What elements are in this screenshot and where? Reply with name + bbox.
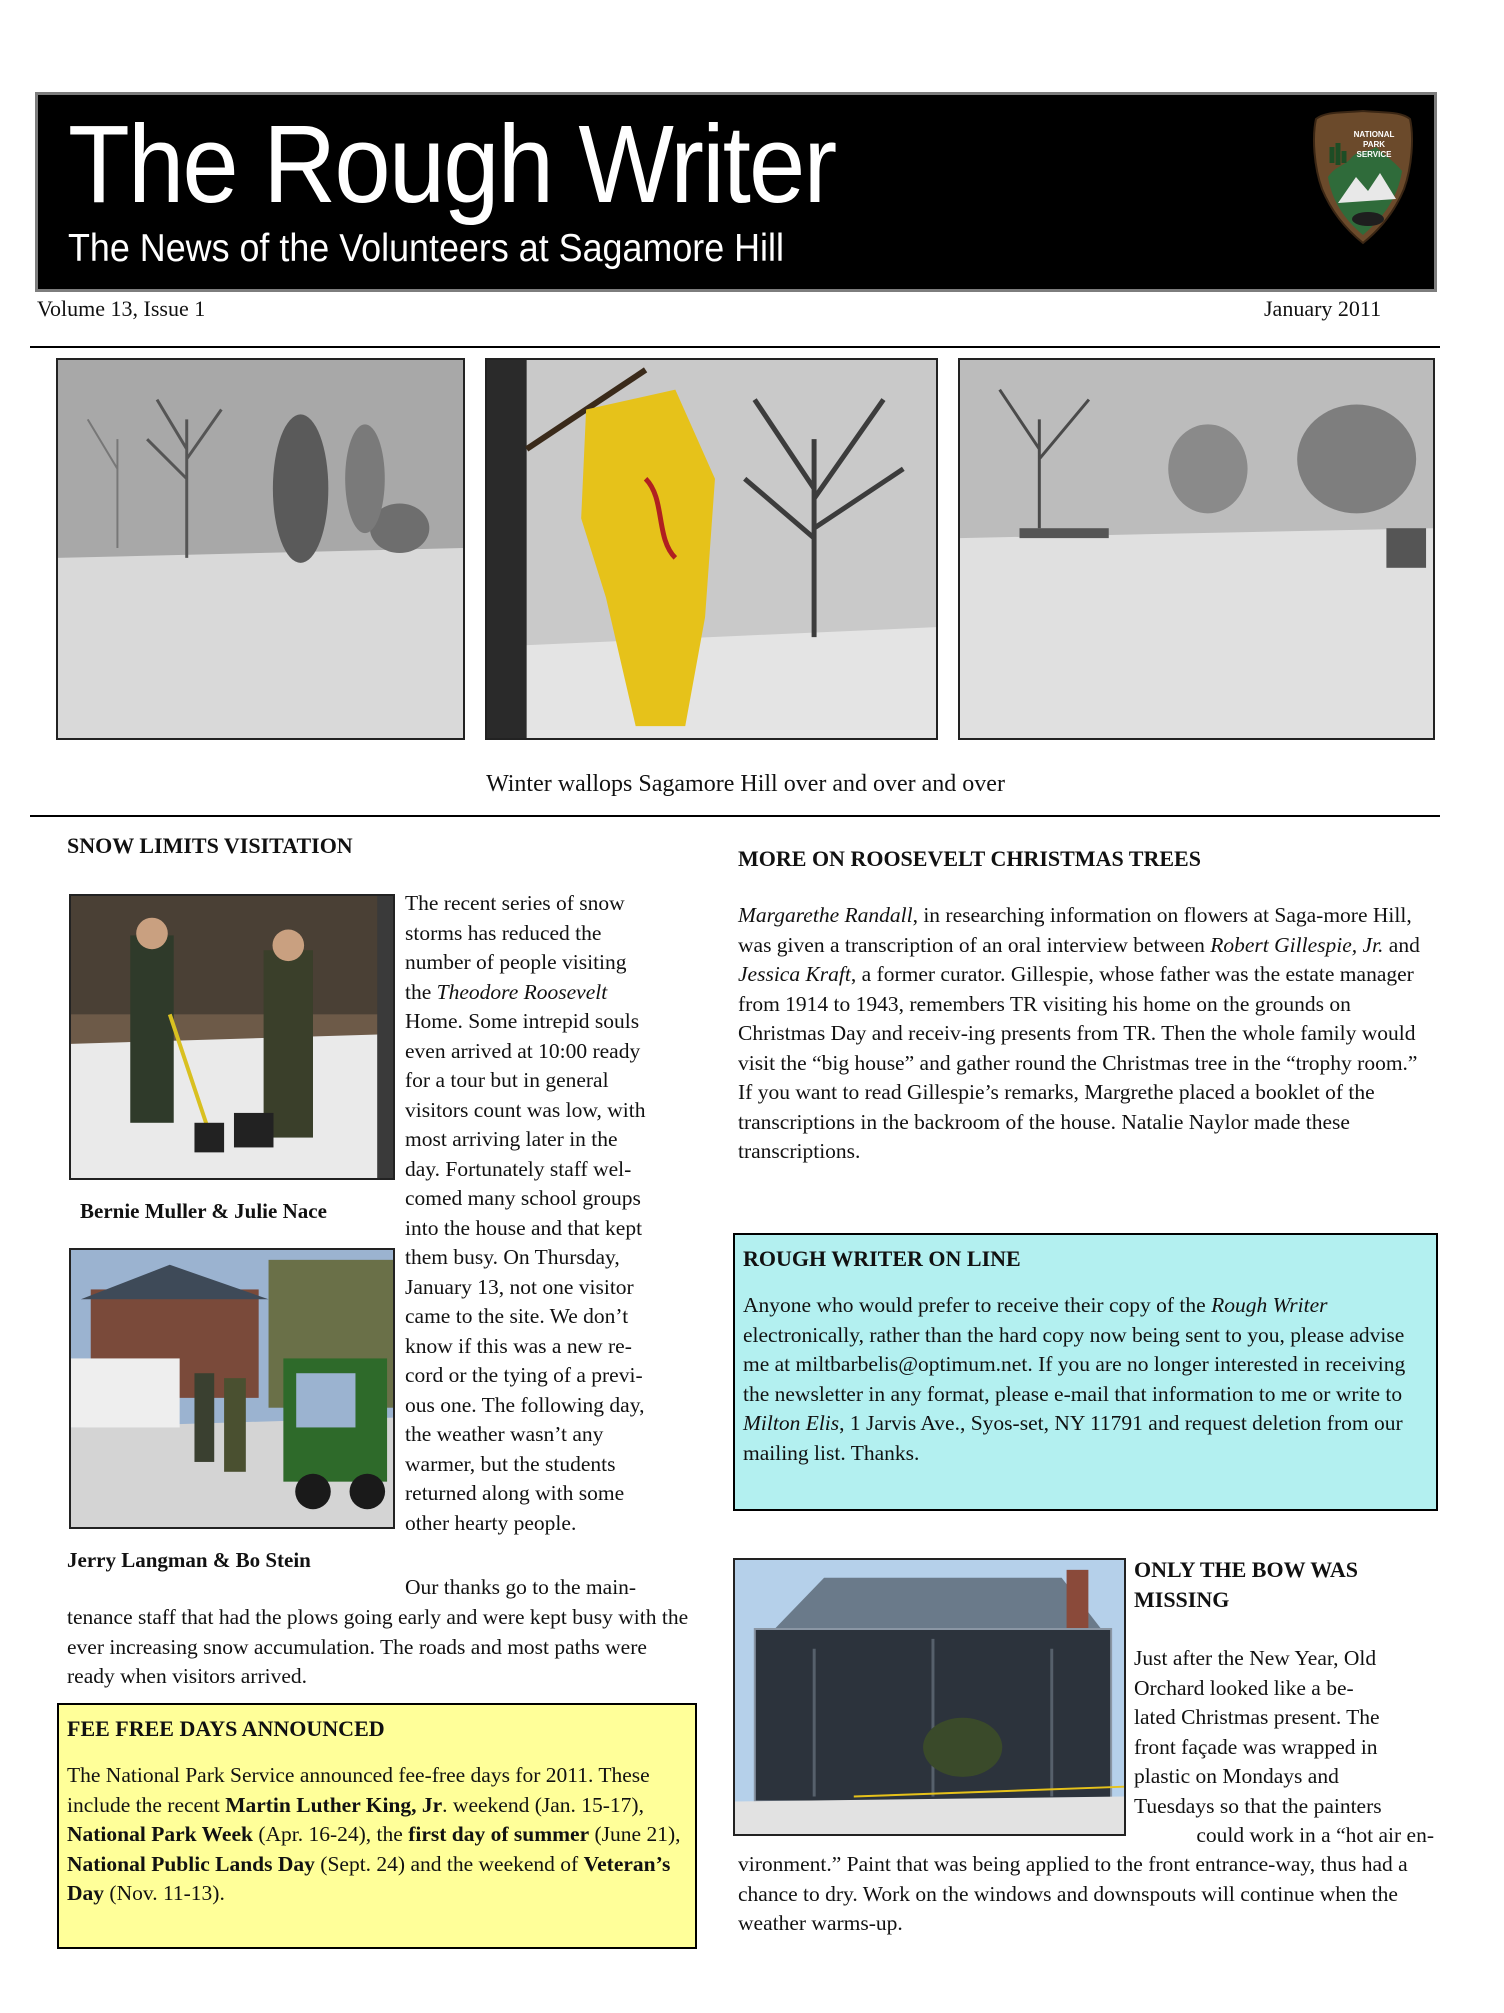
snow-line: them busy. On Thursday,: [405, 1245, 620, 1269]
fee-text: (June 21),: [589, 1822, 681, 1846]
fee-lands-day: National Public Lands Day: [67, 1851, 315, 1876]
fee-free-body: [67, 1761, 687, 1909]
bow-heading-line-2: MISSING: [1134, 1587, 1230, 1612]
fee-summer: first day of summer: [408, 1822, 590, 1846]
fee-veterans-day: Veteran’s Day: [67, 1851, 671, 1905]
theodore-roosevelt-italic: Theodore Roosevelt: [436, 979, 608, 1004]
snow-line: the weather wasn’t any: [405, 1422, 604, 1446]
trees-text: and: [1383, 932, 1420, 957]
caption-jerry-bo: Jerry Langman & Bo Stein: [67, 1548, 311, 1572]
snow-line: January 13, not one visitor: [405, 1274, 634, 1299]
snow-article-heading: SNOW LIMITS VISITATION: [67, 833, 353, 858]
name-kraft: Jessica Kraft: [738, 962, 851, 986]
fee-free-heading: FEE FREE DAYS ANNOUNCED: [67, 1716, 385, 1741]
snow-line: storms has reduced the: [405, 920, 602, 945]
fee-text: The National Park Service announced fee-free days for 2011. These include the recent: [67, 1763, 650, 1817]
snow-line: Home. Some intrepid souls: [405, 1009, 640, 1033]
trees-text: , in researching information on flowers at Saga-more Hill, was given a transcription of an oral interview between: [738, 903, 1412, 957]
snow-thanks-first: Our thanks go to the main-: [405, 1575, 637, 1599]
online-text: , 1 Jarvis Ave., Syos-set, NY 11791 and request deletion from our mailing list. Thanks.: [743, 1411, 1403, 1465]
fee-text: . weekend (Jan. 15-17),: [442, 1792, 644, 1817]
photo-jerry-bo: [69, 1248, 395, 1529]
snow-line: returned along with some: [405, 1481, 625, 1505]
snow-line: number of people visiting: [405, 950, 627, 974]
photo-old-orchard-wrapped: [733, 1558, 1126, 1836]
snow-line: know if this was a new re-: [405, 1333, 632, 1358]
snow-line-the: the: [405, 979, 437, 1004]
logo-text-2: PARK: [1362, 140, 1386, 149]
snow-article-body: [405, 889, 695, 1538]
bow-line: plastic on Mondays and: [1134, 1764, 1339, 1788]
newsletter-title: The Rough Writer: [68, 103, 836, 226]
snow-line: for a tour but in general: [405, 1068, 609, 1092]
name-gillespie: Robert Gillespie, Jr.: [1210, 932, 1384, 957]
snow-line: cord or the tying of a previ-: [405, 1363, 643, 1387]
online-body: [743, 1291, 1428, 1468]
fee-text: (Apr. 16-24), the: [252, 1822, 409, 1846]
snow-photo-field: [958, 358, 1435, 740]
rough-writer-italic: Rough Writer: [1211, 1293, 1328, 1317]
divider-top: [30, 346, 1440, 348]
logo-text-1: NATIONAL: [1353, 130, 1395, 139]
snow-thanks-rest: tenance staff that had the plows going early and were kept busy with the ever increasing snow accumulation. The roads and most paths were ready when visitors arrived.: [67, 1605, 689, 1688]
bow-line: front façade was wrapped in: [1134, 1734, 1378, 1759]
masthead: [35, 92, 1437, 292]
caption-bernie-julie: Bernie Muller & Julie Nace: [80, 1199, 327, 1223]
fee-mlk: Martin Luther King, Jr: [225, 1792, 443, 1817]
fee-free-box: [57, 1703, 697, 1949]
snow-line: into the house and that kept: [405, 1215, 643, 1240]
issue-date: January 2011: [1264, 296, 1382, 321]
online-heading: ROUGH WRITER ON LINE: [743, 1246, 1021, 1271]
snow-line: other hearty people.: [405, 1510, 577, 1535]
snow-line: The recent series of snow: [405, 891, 625, 915]
snow-line: most arriving later in the: [405, 1127, 618, 1151]
snow-line: [405, 978, 695, 1008]
snow-line: even arrived at 10:00 ready: [405, 1038, 641, 1063]
trees-article-heading: MORE ON ROOSEVELT CHRISTMAS TREES: [738, 846, 1201, 871]
online-box: [733, 1233, 1438, 1511]
bow-line: Just after the New Year, Old: [1134, 1646, 1377, 1670]
name-margarethe: Margarethe Randall: [738, 903, 913, 927]
snow-photo-lawn: [56, 358, 465, 740]
fee-park-week: National Park Week: [67, 1822, 253, 1846]
snow-line: came to the site. We don’t: [405, 1304, 629, 1328]
bow-heading-line-1: ONLY THE BOW WAS: [1134, 1557, 1358, 1582]
nps-arrowhead-logo: [1308, 107, 1418, 247]
snow-line: ous one. The following day,: [405, 1392, 645, 1417]
bow-line: Tuesdays so that the painters: [1134, 1793, 1382, 1818]
photo-strip-caption: Winter wallops Sagamore Hill over and over and over: [486, 771, 1005, 797]
snow-line: visitors count was low, with: [405, 1097, 646, 1122]
trees-text: , a former curator. Gillespie, whose father was the estate manager from 1914 to 1943, remembers TR visiting his home on the grounds on Christmas Day and receiv-ing presents from TR. Then the whole family would visit the “big house” and gather round the Christmas tree in the “trophy room.” If you want to read Gillespie’s remarks, Margrethe placed a booklet of the transcriptions in the backroom of the house. Natalie Naylor made these transcriptions.: [738, 962, 1418, 1163]
bow-article-body-top: [1134, 1644, 1434, 1851]
snow-line: day. Fortunately staff wel-: [405, 1156, 632, 1181]
fee-text: (Nov. 11-13).: [104, 1881, 225, 1905]
fee-text: (Sept. 24) and the weekend of: [314, 1851, 584, 1876]
logo-text-3: SERVICE: [1356, 150, 1392, 159]
online-text: Anyone who would prefer to receive their copy of the: [743, 1293, 1212, 1317]
divider-mid: [30, 815, 1440, 817]
name-milton-elis: Milton Elis: [743, 1411, 840, 1435]
bow-line: could work in a “hot air en-: [1196, 1823, 1434, 1847]
issue-volume: Volume 13, Issue 1: [37, 296, 206, 321]
online-text: electronically, rather than the hard copy now being sent to you, please advise me at miltbarbelis@optimum.net. If you are no longer interested in receiving the newsletter in any format, please e-mail that information to me or write to: [743, 1322, 1406, 1406]
trees-article-body: [738, 901, 1428, 1167]
bow-article-body-rest: vironment.” Paint that was being applied to the front entrance-way, thus had a chance to dry. Work on the windows and downspouts will continue when the weather warms-up.: [738, 1852, 1408, 1935]
newsletter-subtitle: The News of the Volunteers at Sagamore Hill: [68, 227, 784, 270]
bow-line: Orchard looked like a be-: [1134, 1675, 1354, 1700]
snow-photo-flag: [485, 358, 938, 740]
snow-line: warmer, but the students: [405, 1451, 616, 1476]
snow-line: comed many school groups: [405, 1186, 641, 1210]
photo-bernie-julie: [69, 894, 395, 1180]
bow-line: lated Christmas present. The: [1134, 1705, 1380, 1729]
